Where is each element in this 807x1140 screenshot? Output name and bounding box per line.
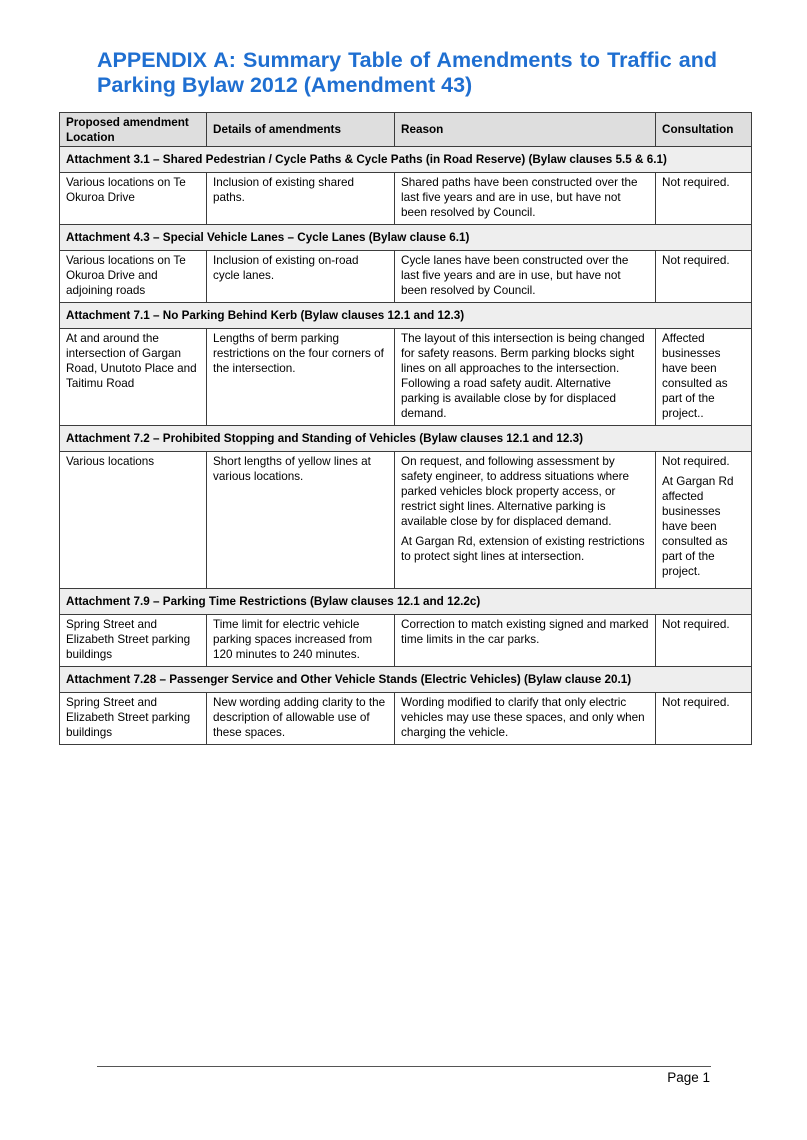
reason-text: Shared paths have been constructed over the last five years and are in use, but have not been resolved by Council.: [401, 176, 638, 219]
details-cell: Time limit for electric vehicle parking spaces increased from 120 minutes to 240 minutes.: [207, 615, 395, 667]
location-cell: Various locations: [60, 452, 207, 589]
consultation-cell: [656, 329, 752, 426]
section-title: Attachment 7.28 – Passenger Service and Other Vehicle Stands (Electric Vehicles) (Bylaw clause 20.1): [60, 667, 752, 693]
consultation-cell: [656, 173, 752, 225]
consultation-text: Not required.: [662, 618, 730, 631]
section-row: [60, 426, 752, 452]
section-title: Attachment 4.3 – Special Vehicle Lanes – Cycle Lanes (Bylaw clause 6.1): [60, 225, 752, 251]
reason-text: Wording modified to clarify that only electric vehicles may use these spaces, and only when charging the vehicle.: [401, 696, 645, 739]
reason-text: On request, and following assessment by safety engineer, to address situations where parked vehicles block property access, or restrict sight lines. Alternative parking is available close by for displaced demand.: [401, 455, 630, 528]
location-cell: Spring Street and Elizabeth Street parking buildings: [60, 693, 207, 745]
reason-cell: [395, 329, 656, 426]
consultation-text: At Gargan Rd affected businesses have been consulted as part of the project.: [662, 475, 734, 578]
header-details: Details of amendments: [207, 113, 395, 147]
section-title: Attachment 7.1 – No Parking Behind Kerb (Bylaw clauses 12.1 and 12.3): [60, 303, 752, 329]
table-row: [60, 452, 752, 589]
reason-text: The layout of this intersection is being changed for safety reasons. Berm parking blocks sight lines on all approaches to the intersection. Following a road safety audit. Alternative parking is available close by for displaced demand.: [401, 332, 645, 420]
reason-cell: [395, 452, 656, 589]
reason-text: Cycle lanes have been constructed over the last five years and are in use, but have not been resolved by Council.: [401, 254, 629, 297]
section-title: Attachment 3.1 – Shared Pedestrian / Cycle Paths & Cycle Paths (in Road Reserve) (Bylaw clauses 5.5 & 6.1): [60, 147, 752, 173]
header-location: Proposed amendment Location: [60, 113, 207, 147]
details-cell: Short lengths of yellow lines at various locations.: [207, 452, 395, 589]
header-consultation: Consultation: [656, 113, 752, 147]
reason-cell: [395, 173, 656, 225]
location-cell: Various locations on Te Okuroa Drive and adjoining roads: [60, 251, 207, 303]
consultation-text: Not required.: [662, 176, 730, 189]
section-row: [60, 303, 752, 329]
page-title: APPENDIX A: Summary Table of Amendments to Traffic and Parking Bylaw 2012 (Amendment 43): [97, 48, 717, 97]
reason-cell: [395, 615, 656, 667]
consultation-text: Not required.: [662, 696, 730, 709]
section-row: [60, 667, 752, 693]
details-cell: Inclusion of existing shared paths.: [207, 173, 395, 225]
header-reason: Reason: [395, 113, 656, 147]
reason-cell: [395, 251, 656, 303]
reason-text: Correction to match existing signed and marked time limits in the car parks.: [401, 618, 649, 646]
table-header-row: [60, 113, 752, 147]
table-row: [60, 693, 752, 745]
section-row: [60, 589, 752, 615]
consultation-text: Not required.: [662, 455, 730, 468]
table-row: [60, 615, 752, 667]
consultation-text: Not required.: [662, 254, 730, 267]
consultation-cell: [656, 452, 752, 589]
table-row: [60, 251, 752, 303]
consultation-text: Affected businesses have been consulted as part of the project..: [662, 332, 728, 420]
section-title: Attachment 7.2 – Prohibited Stopping and Standing of Vehicles (Bylaw clauses 12.1 and 12.3): [60, 426, 752, 452]
footer-divider: [97, 1066, 711, 1067]
reason-text: At Gargan Rd, extension of existing restrictions to protect sight lines at intersection.: [401, 535, 645, 563]
details-cell: Inclusion of existing on-road cycle lanes.: [207, 251, 395, 303]
consultation-cell: [656, 251, 752, 303]
section-title: Attachment 7.9 – Parking Time Restrictions (Bylaw clauses 12.1 and 12.2c): [60, 589, 752, 615]
location-cell: Various locations on Te Okuroa Drive: [60, 173, 207, 225]
details-cell: New wording adding clarity to the description of allowable use of these spaces.: [207, 693, 395, 745]
consultation-cell: [656, 693, 752, 745]
section-row: [60, 225, 752, 251]
amendments-table: [59, 112, 752, 745]
details-cell: Lengths of berm parking restrictions on the four corners of the intersection.: [207, 329, 395, 426]
reason-cell: [395, 693, 656, 745]
location-cell: At and around the intersection of Gargan Road, Unutoto Place and Taitimu Road: [60, 329, 207, 426]
page-number: Page 1: [667, 1070, 710, 1085]
table-row: [60, 173, 752, 225]
table-row: [60, 329, 752, 426]
consultation-cell: [656, 615, 752, 667]
section-row: [60, 147, 752, 173]
location-cell: Spring Street and Elizabeth Street parking buildings: [60, 615, 207, 667]
